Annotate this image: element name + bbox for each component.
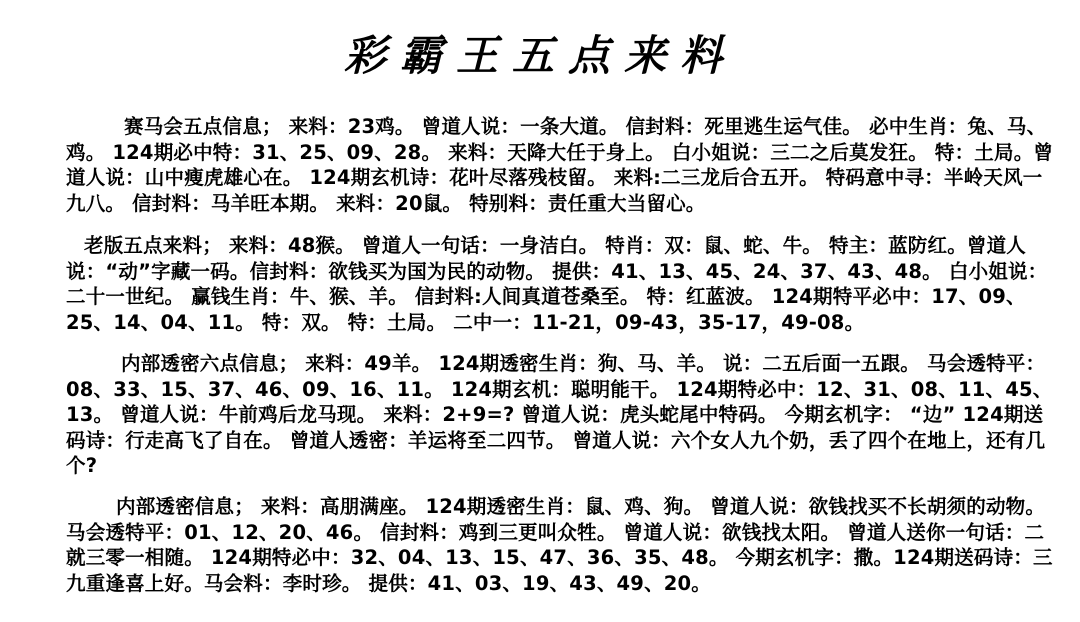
section-old-edition-five-points: 老版五点来料； 来料：48猴。 曾道人一句话：一身洁白。 特肖：双：鼠、蛇、牛。 特主：蓝防红。曾道人说：“动”字藏一码。信封料：欲钱买为国为民的动物。 提供：41、13、45、24、37、43、48。 白小姐说：二十一世纪。 赢钱生肖：牛、猴、羊。 信封料:人间真道苍桑至。 特：红蓝波。 124期特平必中：17、09、25、14、04、11。 特：双。 特：土局。 二中一：11-21，09-43，35-17，49-08。 xyxy=(66,234,1048,334)
section-internal-six-points: 内部透密六点信息； 来料：49羊。 124期透密生肖：狗、马、羊。 说：二五后面一五跟。 马会透特平：08、33、15、37、46、09、16、11。 124期玄机：聪明能干。 124期特必中：12、31、08、11、45、13。 曾道人说：牛前鸡后龙马现。 来料：2+9=? 曾道人说：虎头蛇尾中特码。 今期玄机字： “边” 124期送码诗：行走高飞了自在。 曾道人透密：羊运将至二四节。 曾道人说：六个女人九个奶，丢了四个在地上，还有几个? xyxy=(66,352,1053,477)
section-horse-club-five-points: 赛马会五点信息； 来料：23鸡。 曾道人说：一条大道。 信封料：死里逃生运气佳。 必中生肖：兔、马、鸡。 124期必中特：31、25、09、28。 来料：天降大任于身上。 白小姐说：三二之后莫发狂。 特：土局。曾道人说：山中瘦虎雄心在。 124期玄机诗：花叶尽落残枝留。 来料:二三龙后合五开。 特码意中寻：半岭天风一九八。 信封料：马羊旺本期。 来料：20鼠。 特别料：责任重大当留心。 xyxy=(66,115,1054,215)
section-internal-secret-info: 内部透密信息； 来料：高朋满座。 124期透密生肖：鼠、鸡、狗。 曾道人说：欲钱找买不长胡须的动物。 马会透特平：01、12、20、46。 信封料：鸡到三更叫众牲。 曾道人说：欲钱找太阳。 曾道人送你一句话：二就三零一相随。 124期特必中：32、04、13、15、47、36、35、48。 今期玄机字：撒。124期送码诗：三九重逢喜上好。马会料：李时珍。 提供：41、03、19、43、49、20。 xyxy=(66,495,1053,595)
page-title: 彩霸王五点来料 xyxy=(343,31,736,80)
